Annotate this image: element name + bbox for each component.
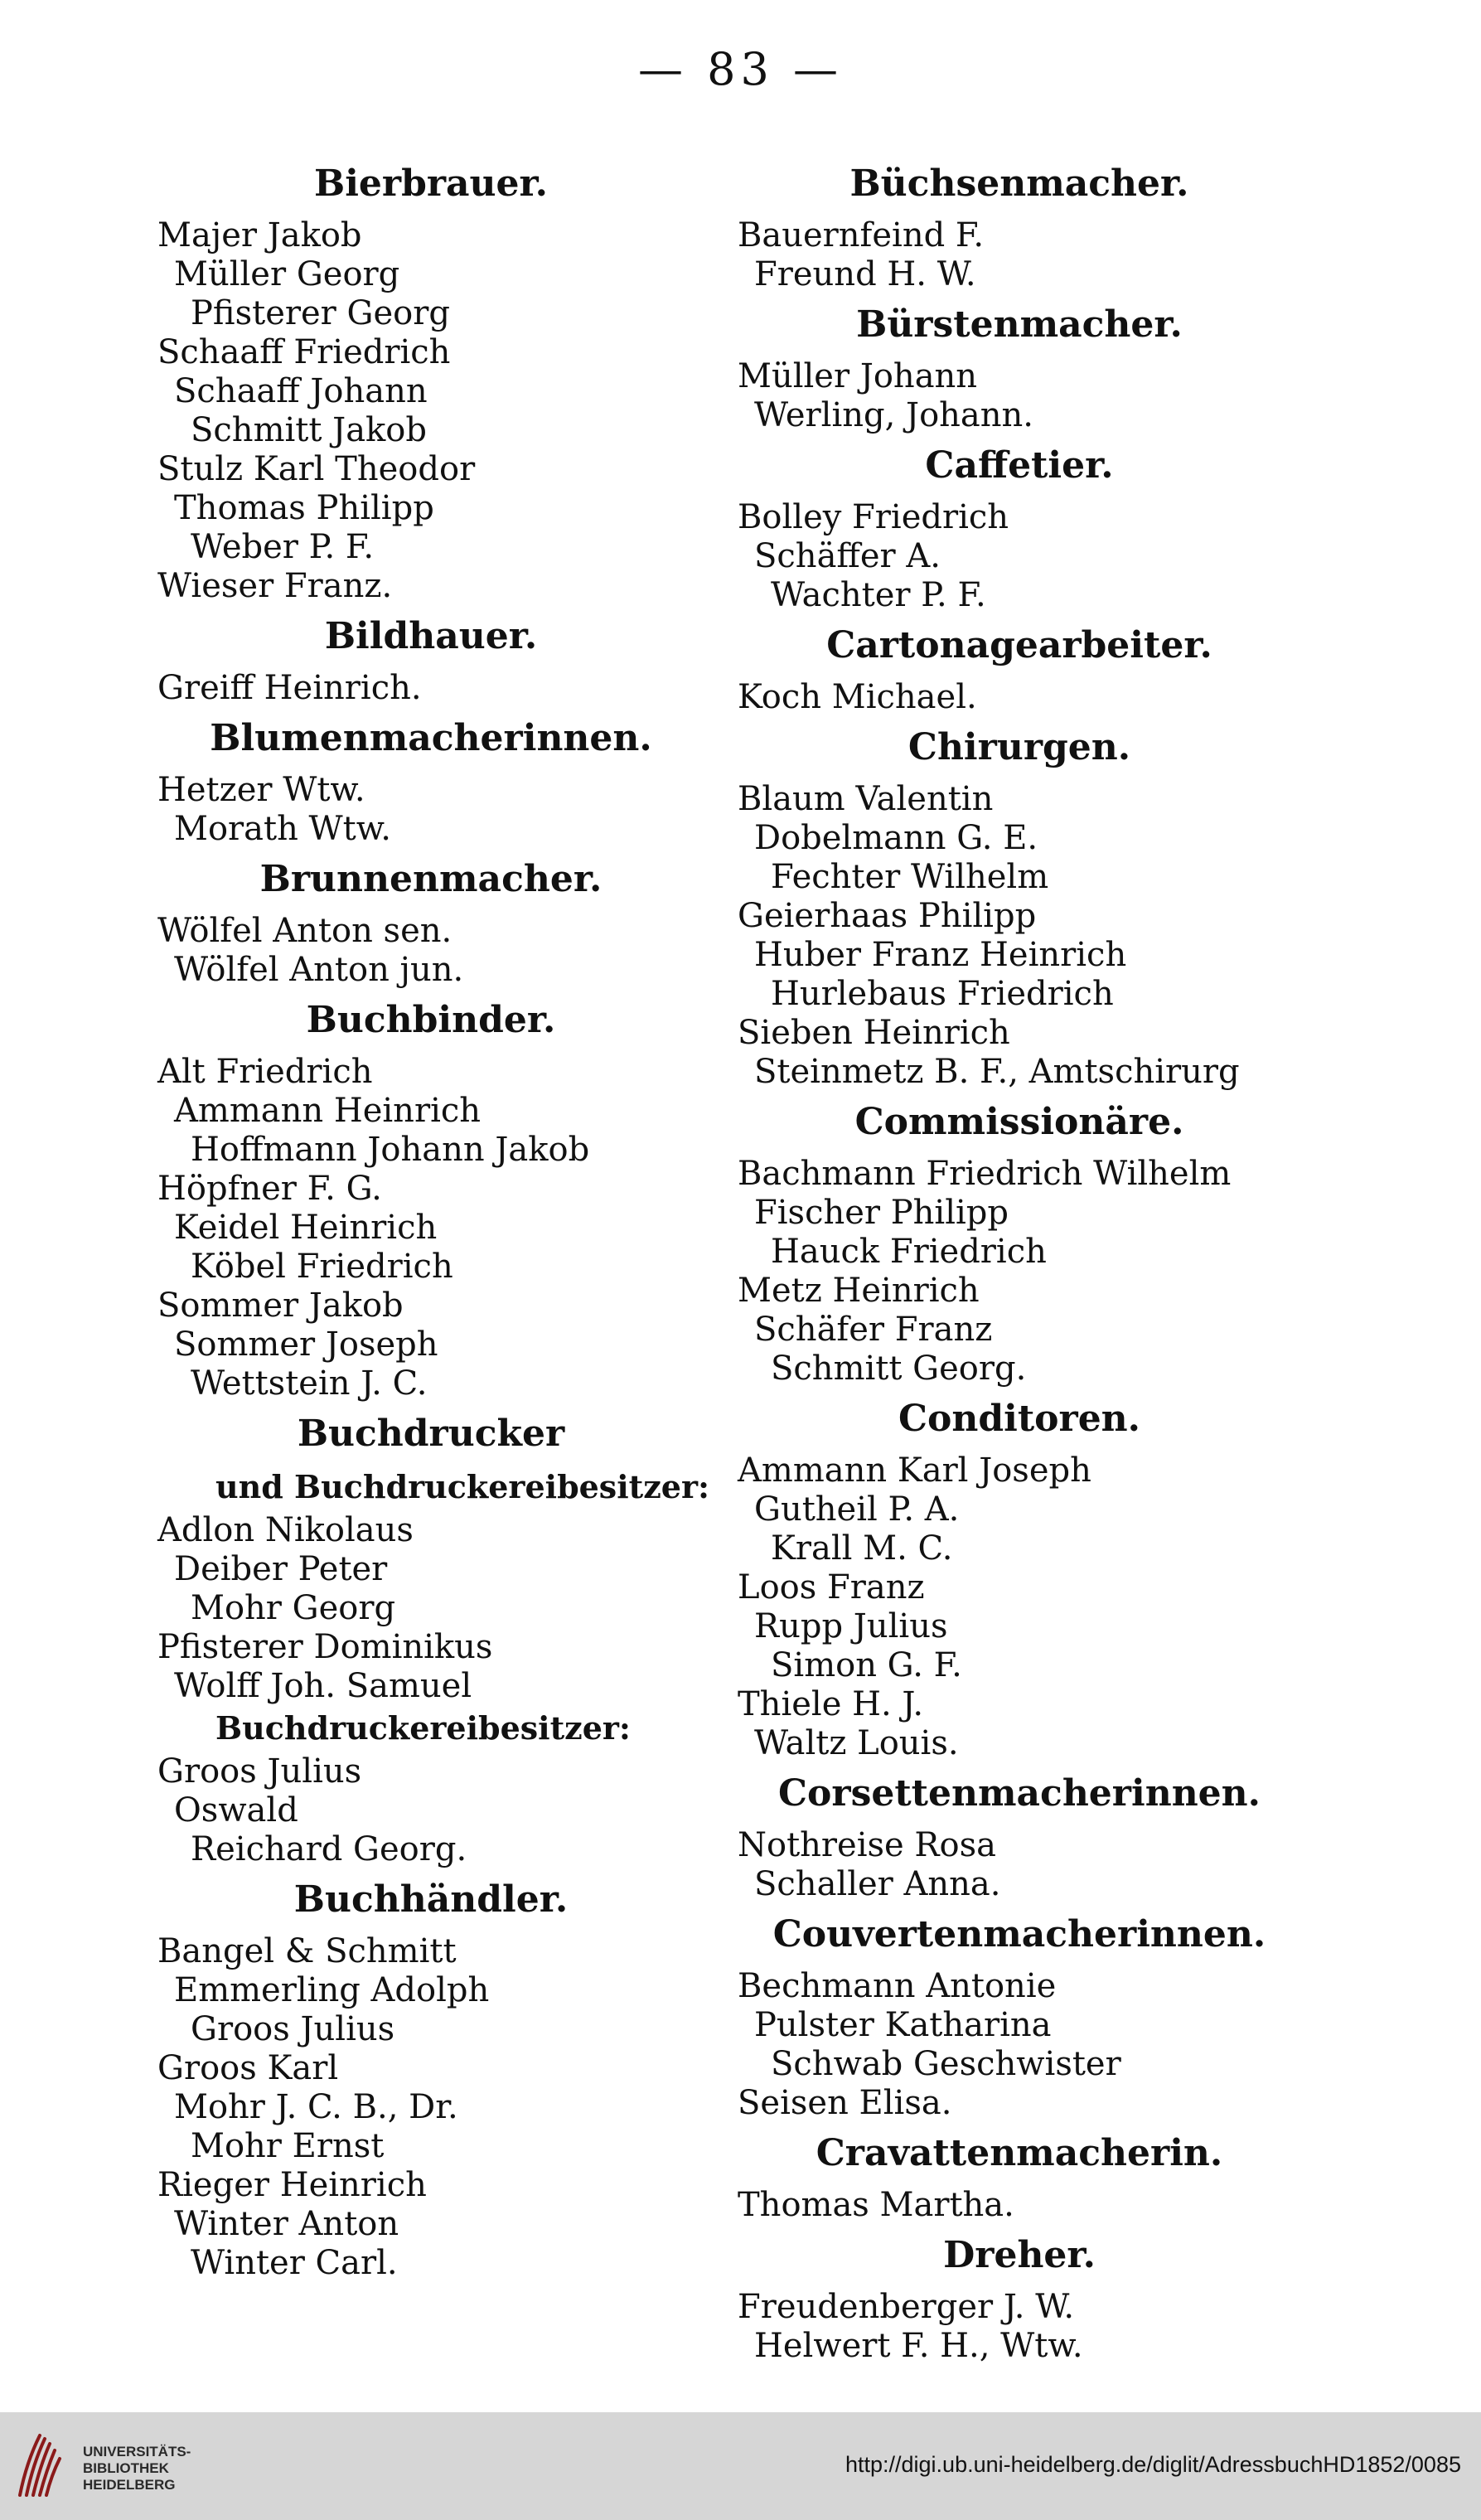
section-heading: Bürstenmacher. <box>856 303 1183 346</box>
directory-entry: Mohr J. C. B., Dr. <box>174 2088 458 2126</box>
directory-entry: Morath Wtw. <box>174 810 391 848</box>
directory-entry: Schmitt Georg. <box>771 1350 1027 1388</box>
page-number: — 83 — <box>637 43 844 95</box>
section-heading: Couvertenmacherinnen. <box>772 1913 1266 1955</box>
section-heading: Commissionäre. <box>854 1101 1184 1143</box>
section-heading: Dreher. <box>943 2234 1096 2276</box>
directory-entry: Schaaff Johann <box>174 372 428 410</box>
library-logo-text <box>83 2444 191 2493</box>
directory-entry: Majer Jakob <box>157 216 362 254</box>
section-subheading: und Buchdruckereibesitzer: <box>215 1468 709 1505</box>
directory-entry: Steinmetz B. F., Amtschirurg <box>754 1053 1240 1091</box>
logo-line-3: HEIDELBERG <box>83 2477 176 2493</box>
section-heading: Corsettenmacherinnen. <box>778 1772 1261 1815</box>
right-column <box>729 153 1309 2366</box>
directory-entry: Pulster Katharina <box>754 2006 1052 2044</box>
section-heading: Bildhauer. <box>324 615 538 657</box>
directory-entry: Blaum Valentin <box>738 780 994 818</box>
section-heading: Bierbrauer. <box>314 162 548 205</box>
section-heading: Blumenmacherinnen. <box>210 717 652 759</box>
directory-entry: Sommer Joseph <box>174 1325 438 1364</box>
directory-entry: Mohr Ernst <box>191 2127 385 2165</box>
directory-entry: Hauck Friedrich <box>771 1233 1047 1271</box>
directory-entry: Höpfner F. G. <box>157 1170 382 1208</box>
directory-entry: Wettstein J. C. <box>191 1364 428 1403</box>
directory-entry: Schaaff Friedrich <box>157 333 451 371</box>
directory-entry: Helwert F. H., Wtw. <box>754 2327 1083 2365</box>
directory-entry: Groos Julius <box>191 2010 395 2048</box>
directory-entry: Sommer Jakob <box>157 1287 404 1325</box>
directory-entry: Ammann Heinrich <box>174 1092 482 1130</box>
logo-line-2: BIBLIOTHEK <box>83 2460 169 2476</box>
directory-entry: Waltz Louis. <box>754 1724 959 1762</box>
directory-entry: Thomas Martha. <box>738 2186 1014 2224</box>
directory-entry: Krall M. C. <box>771 1529 953 1568</box>
directory-entry: Hurlebaus Friedrich <box>771 975 1114 1013</box>
directory-entry: Sieben Heinrich <box>738 1014 1010 1052</box>
section-heading: Cartonagearbeiter. <box>826 624 1212 666</box>
library-logo-icon <box>15 2429 68 2503</box>
directory-entry: Schaller Anna. <box>754 1865 1001 1903</box>
directory-entry: Wachter P. F. <box>771 576 986 614</box>
permalink-url[interactable]: http://digi.ub.uni-heidelberg.de/diglit/AdressbuchHD1852/0085 <box>845 2452 1461 2477</box>
directory-entry: Wölfel Anton jun. <box>174 951 464 989</box>
directory-entry: Oswald <box>174 1791 298 1829</box>
directory-entry: Mohr Georg <box>191 1589 396 1627</box>
directory-entry: Metz Heinrich <box>738 1272 980 1310</box>
directory-entry: Pfisterer Dominikus <box>157 1628 493 1666</box>
directory-entry: Dobelmann G. E. <box>754 819 1038 857</box>
logo-line-1: UNIVERSITÄTS- <box>83 2444 191 2459</box>
directory-entry: Müller Georg <box>174 255 400 293</box>
directory-entry: Huber Franz Heinrich <box>754 936 1127 974</box>
directory-entry: Wieser Franz. <box>157 567 393 605</box>
directory-entry: Winter Anton <box>174 2205 399 2243</box>
directory-entry: Ammann Karl Joseph <box>738 1451 1091 1490</box>
directory-entry: Weber P. F. <box>191 528 375 566</box>
directory-entry: Schmitt Jakob <box>191 411 427 449</box>
directory-entry: Rupp Julius <box>754 1607 948 1645</box>
section-heading: Caffetier. <box>925 444 1114 487</box>
section-heading: Büchsenmacher. <box>849 162 1189 205</box>
section-heading: Buchdrucker <box>297 1413 565 1455</box>
directory-entry: Freudenberger J. W. <box>738 2288 1075 2326</box>
directory-entry: Loos Franz <box>738 1568 925 1606</box>
directory-entry: Wolff Joh. Samuel <box>174 1667 472 1705</box>
directory-entry: Wölfel Anton sen. <box>157 912 453 950</box>
directory-entry: Stulz Karl Theodor <box>157 450 476 488</box>
directory-entry: Köbel Friedrich <box>191 1248 453 1286</box>
directory-entry: Hoffmann Johann Jakob <box>191 1131 590 1169</box>
directory-entry: Thomas Philipp <box>174 489 434 527</box>
section-subheading: Buchdruckereibesitzer: <box>215 1709 631 1747</box>
section-heading: Buchhändler. <box>293 1878 569 1921</box>
directory-entry: Nothreise Rosa <box>738 1826 996 1864</box>
directory-entry: Winter Carl. <box>191 2244 398 2282</box>
directory-entry: Adlon Nikolaus <box>157 1511 414 1549</box>
directory-entry: Simon G. F. <box>771 1646 962 1684</box>
directory-entry: Emmerling Adolph <box>174 1971 490 2009</box>
directory-entry: Pfisterer Georg <box>191 294 450 332</box>
directory-entry: Gutheil P. A. <box>754 1490 960 1529</box>
directory-entry: Bolley Friedrich <box>738 498 1009 536</box>
directory-entry: Greiff Heinrich. <box>157 669 422 707</box>
directory-entry: Schäfer Franz <box>754 1311 993 1349</box>
section-heading: Cravattenmacherin. <box>816 2132 1223 2174</box>
left-column <box>149 153 713 2283</box>
directory-entry: Fechter Wilhelm <box>771 858 1049 896</box>
directory-entry: Bachmann Friedrich Wilhelm <box>738 1155 1232 1193</box>
directory-entry: Freund H. W. <box>754 255 976 293</box>
directory-entry: Schwab Geschwister <box>771 2045 1121 2083</box>
directory-entry: Alt Friedrich <box>157 1053 373 1091</box>
directory-entry: Groos Karl <box>157 2049 339 2087</box>
directory-entry: Werling, Johann. <box>754 396 1033 434</box>
section-heading: Conditoren. <box>898 1398 1140 1440</box>
section-heading: Brunnenmacher. <box>259 858 603 900</box>
directory-entry: Hetzer Wtw. <box>157 771 365 809</box>
directory-entry: Thiele H. J. <box>738 1685 924 1723</box>
directory-entry: Deiber Peter <box>174 1550 388 1588</box>
directory-entry: Geierhaas Philipp <box>738 897 1037 935</box>
directory-entry: Bangel & Schmitt <box>157 1932 457 1970</box>
directory-entry: Reichard Georg. <box>191 1830 467 1868</box>
directory-entry: Seisen Elisa. <box>738 2084 952 2122</box>
directory-entry: Rieger Heinrich <box>157 2166 427 2204</box>
section-heading: Chirurgen. <box>907 726 1131 768</box>
directory-entry: Bechmann Antonie <box>738 1967 1057 2005</box>
directory-entry: Schäffer A. <box>754 537 941 575</box>
directory-entry: Keidel Heinrich <box>174 1209 438 1247</box>
section-heading: Buchbinder. <box>306 999 556 1041</box>
directory-entry: Bauernfeind F. <box>738 216 985 254</box>
directory-entry: Müller Johann <box>738 357 978 395</box>
directory-entry: Groos Julius <box>157 1752 362 1791</box>
directory-entry: Fischer Philipp <box>754 1194 1009 1232</box>
library-footer <box>0 2412 1481 2520</box>
directory-entry: Koch Michael. <box>738 678 977 716</box>
